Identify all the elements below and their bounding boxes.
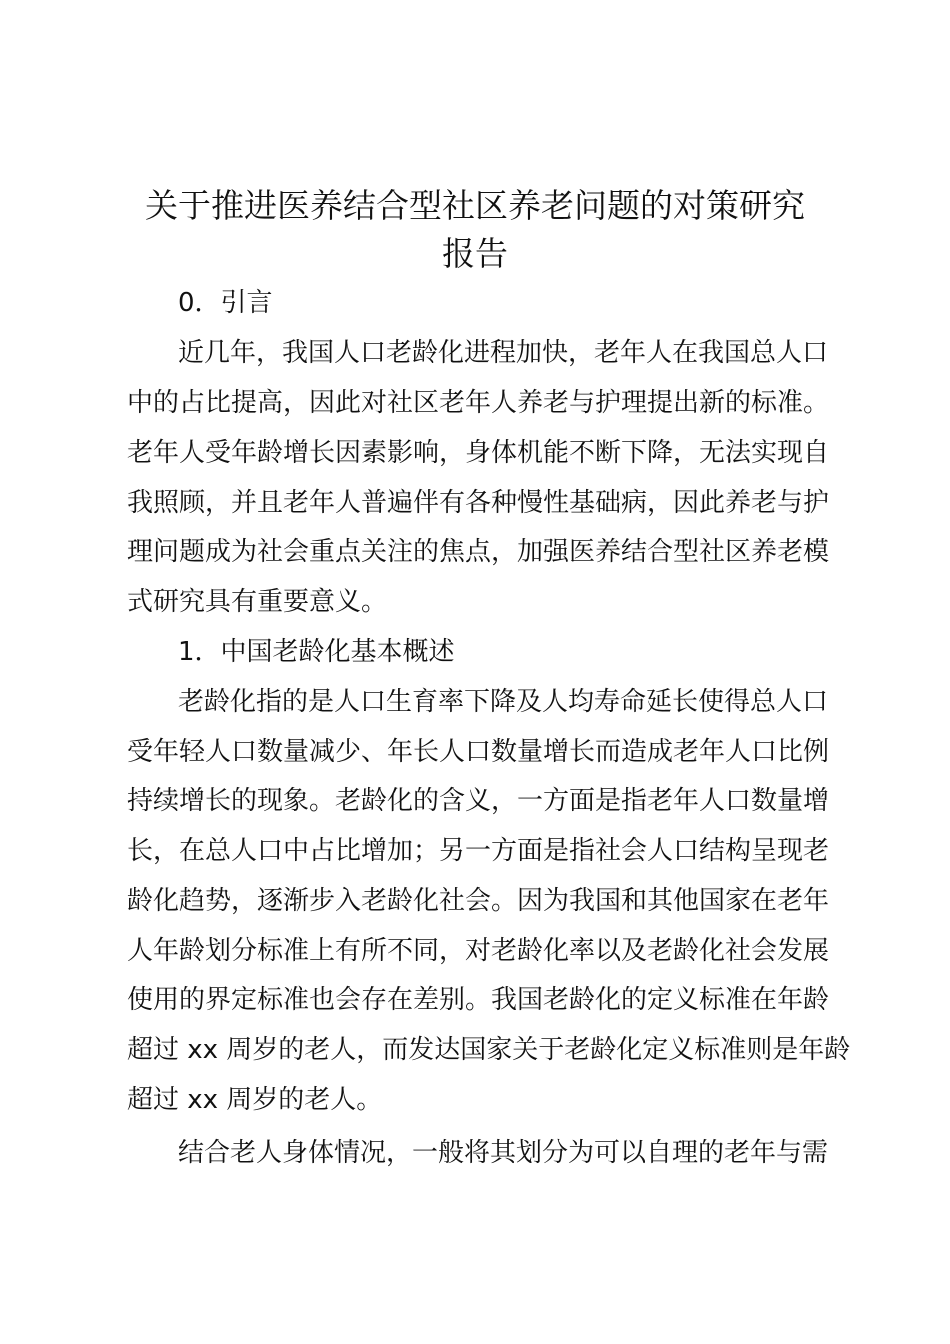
paragraph-line: 老龄化指的是人口生育率下降及人均寿命延长使得总人口 xyxy=(178,687,829,717)
section-heading-introduction: 0．引言 xyxy=(178,288,273,318)
document-title-line-2: 报告 xyxy=(442,234,508,273)
paragraph-line: 结合老人身体情况，一般将其划分为可以自理的老年与需 xyxy=(178,1138,829,1168)
paragraph-line: 理问题成为社会重点关注的焦点，加强医养结合型社区养老模 xyxy=(127,537,830,567)
paragraph-line: 老年人受年龄增长因素影响，身体机能不断下降，无法实现自 xyxy=(127,438,830,468)
paragraph-line: 使用的界定标准也会存在差别。我国老龄化的定义标准在年龄 xyxy=(127,985,830,1015)
paragraph-line: 我照顾，并且老年人普遍伴有各种慢性基础病，因此养老与护 xyxy=(127,488,830,518)
paragraph-line: 超过 xx 周岁的老人。 xyxy=(127,1085,383,1115)
paragraph-line: 近几年，我国人口老龄化进程加快，老年人在我国总人口 xyxy=(178,338,829,368)
paragraph-line: 受年轻人口数量减少、年长人口数量增长而造成老年人口比例 xyxy=(127,737,830,767)
paragraph-line: 长，在总人口中占比增加；另一方面是指社会人口结构呈现老 xyxy=(127,836,830,866)
paragraph-line: 人年龄划分标准上有所不同，对老龄化率以及老龄化社会发展 xyxy=(127,936,830,966)
paragraph-line: 龄化趋势，逐渐步入老龄化社会。因为我国和其他国家在老年 xyxy=(127,886,830,916)
section-heading-aging-overview: 1．中国老龄化基本概述 xyxy=(178,637,455,667)
paragraph-line: 式研究具有重要意义。 xyxy=(127,587,388,617)
paragraph-line: 中的占比提高，因此对社区老年人养老与护理提出新的标准。 xyxy=(127,388,830,418)
paragraph-line: 持续增长的现象。老龄化的含义，一方面是指老年人口数量增 xyxy=(127,786,830,816)
document-title-line-1: 关于推进医养结合型社区养老问题的对策研究 xyxy=(145,186,805,225)
paragraph-line: 超过 xx 周岁的老人，而发达国家关于老龄化定义标准则是年龄 xyxy=(127,1035,851,1065)
